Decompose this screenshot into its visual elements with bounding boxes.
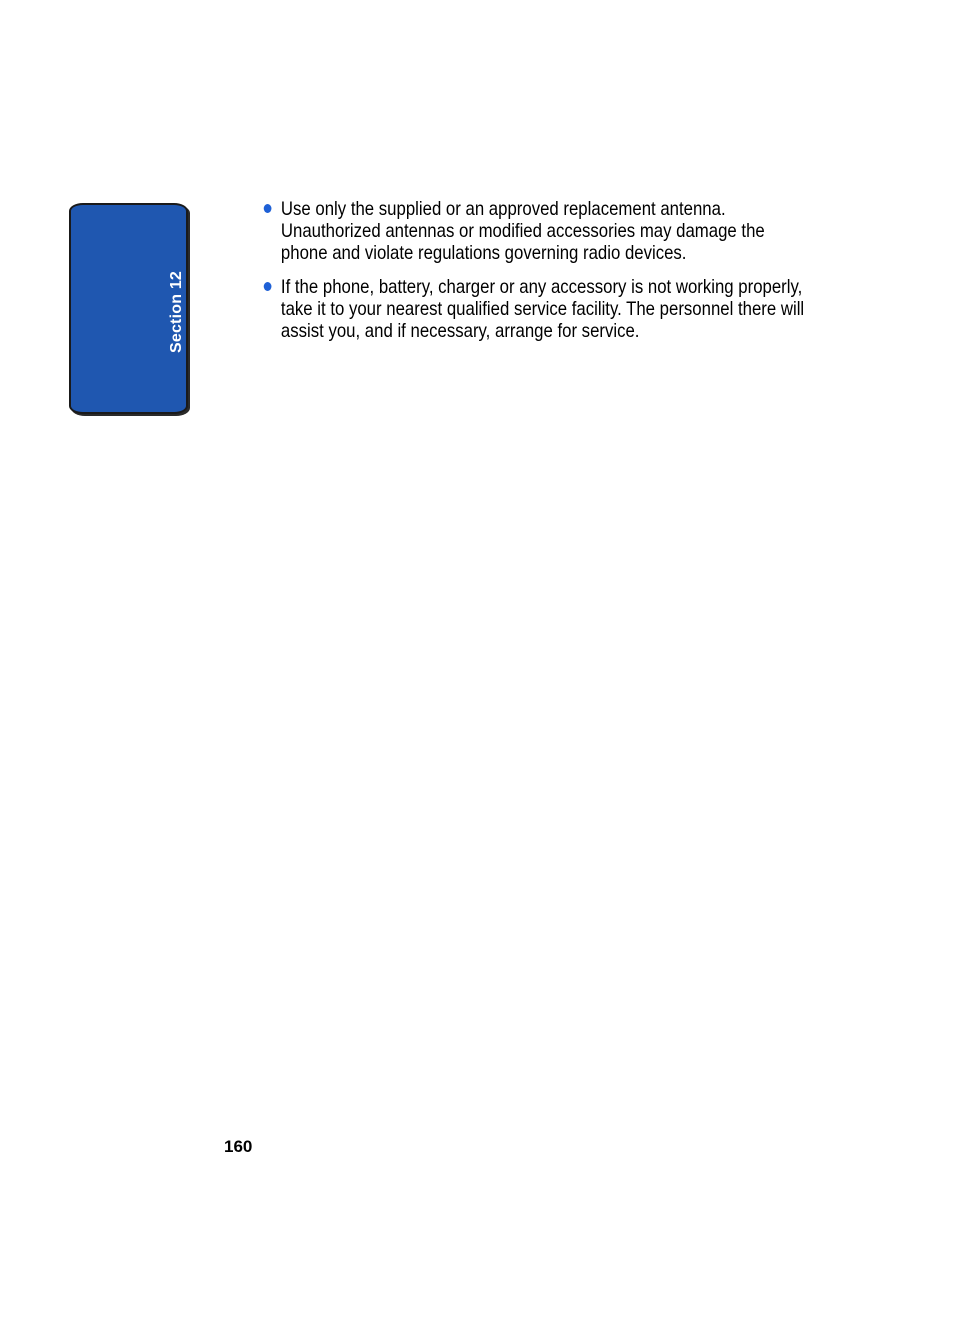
page-number: 160	[224, 1137, 253, 1156]
bullet-dot-icon	[264, 282, 272, 291]
section-label: Section 12	[168, 270, 185, 354]
list-item	[262, 198, 814, 264]
bullet-text: Use only the supplied or an approved replacement antenna. Unauthorized antennas or modified accessories may damage the phone and violate regulations governing radio devices.	[280, 198, 765, 264]
bullet-list	[262, 198, 805, 354]
bullet-dot-icon	[264, 204, 272, 213]
list-item	[262, 276, 814, 342]
bullet-text: If the phone, battery, charger or any accessory is not working properly, take it to your nearest qualified service facility. The personnel there will assist you, and if necessary, arrange for service.	[280, 276, 805, 342]
